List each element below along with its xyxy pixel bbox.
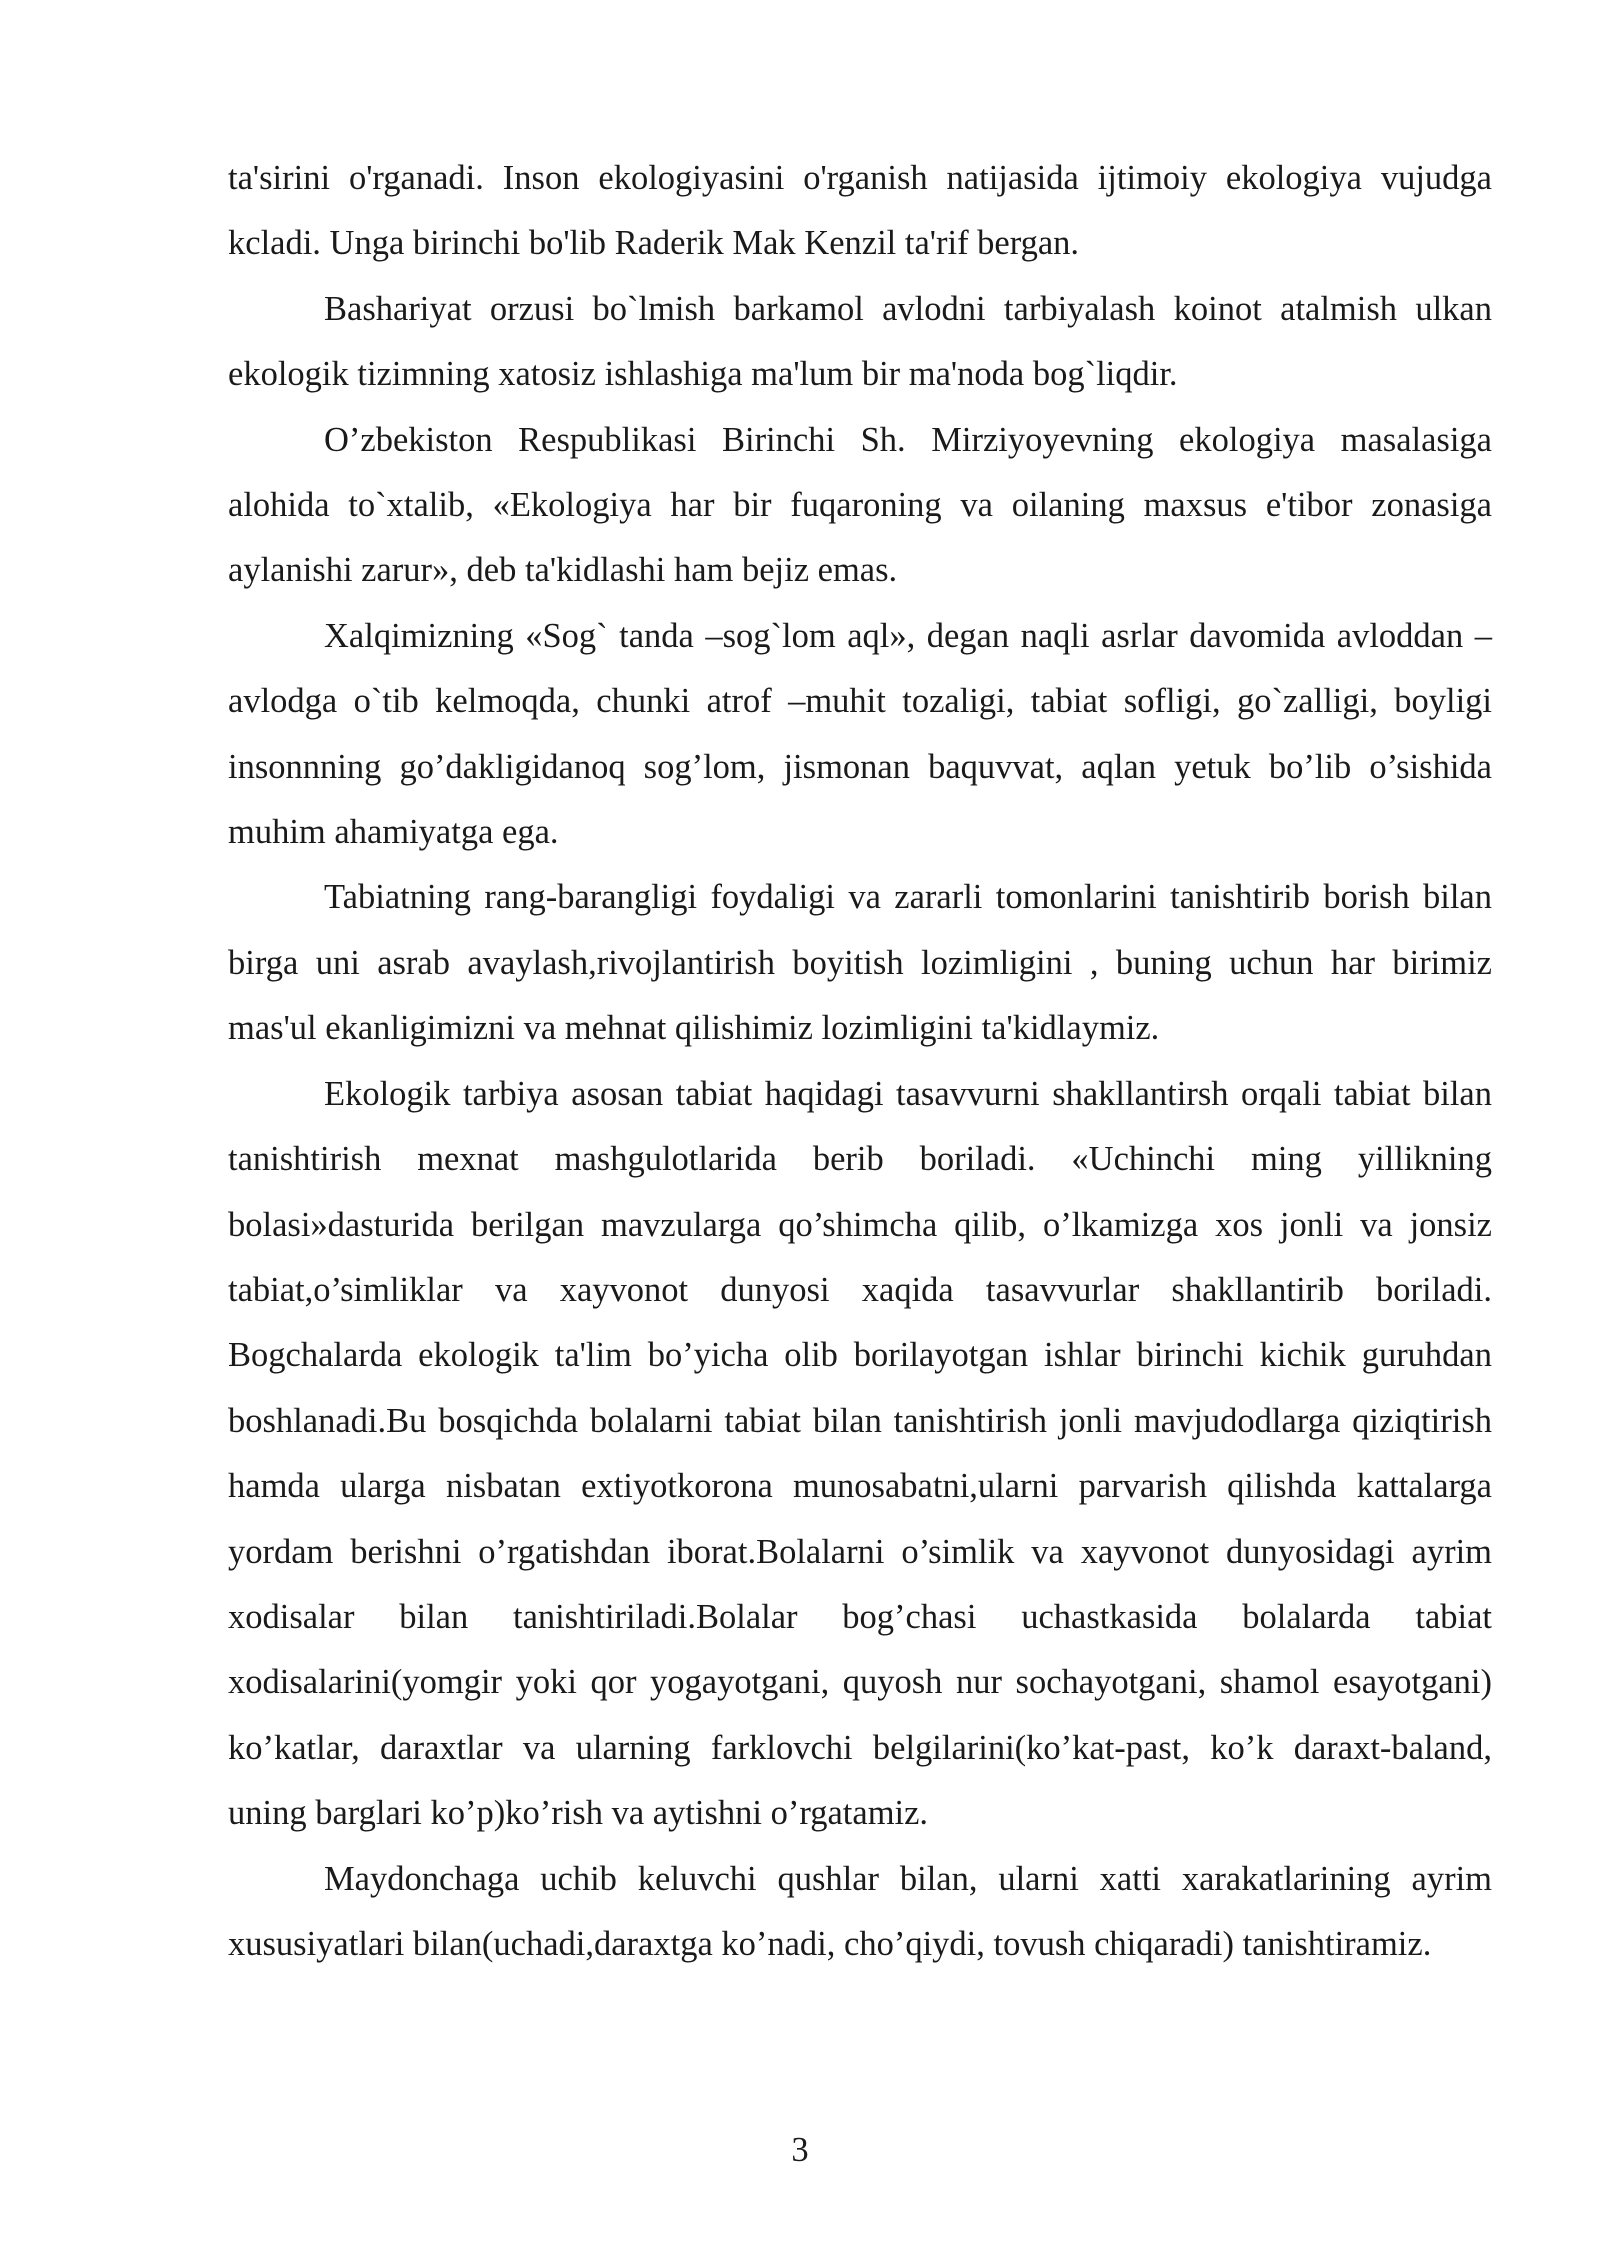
paragraph: Bashariyat orzusi bo`lmish barkamol avlodni tarbiyalash koinot atalmish ulkan ekologik tizimning xatosiz ishlashiga ma'lum bir ma'noda bog`liqdir. bbox=[228, 289, 1492, 394]
paragraph: Xalqimizning «Sog` tanda –sog`lom aql», degan naqli asrlar davomida avloddan –avlodga o`tib kelmoqda, chunki atrof –muhit tozaligi, tabiat sofligi, go`zalligi, boyligi insonnning go’dakligidanoq sog’lom, jismonan baquvvat, aqlan yetuk bo’lib o’sishida muhim ahamiyatga ega. bbox=[228, 616, 1492, 852]
paragraph: Ekologik tarbiya asosan tabiat haqidagi tasavvurni shakllantirsh orqali tabiat bilan tanishtirish mexnat mashgulotlarida berib boriladi. «Uchinchi ming yillikning bolasi»dasturida berilgan mavzularga qo’shimcha qilib, o’lkamizga xos jonli va jonsiz tabiat,o’simliklar va xayvonot dunyosi xaqida tasavvurlar shakllantirib boriladi. Bogchalarda ekologik ta'lim bo’yicha olib borilayotgan ishlar birinchi kichik guruhdan boshlanadi.Bu bosqichda bolalarni tabiat bilan tanishtirish jonli mavjudodlarga qiziqtirish hamda ularga nisbatan extiyotkorona munosabatni,ularni parvarish qilishda kattalarga yordam berishni o’rgatishdan iborat.Bolalarni o’simlik va xayvonot dunyosidagi ayrim xodisalar bilan tanishtiriladi.Bolalar bog’chasi uchastkasida bolalarda tabiat xodisalarini(yomgir yoki qor yogayotgani, quyosh nur sochayotgani, shamol esayotgani) ko’katlar, daraxtlar va ularning farklovchi belgilarini(ko’kat-past, ko’k daraxt-baland, uning barglari ko’p)ko’rish va aytishni o’rgatamiz. bbox=[228, 1074, 1492, 1833]
paragraph: Maydonchaga uchib keluvchi qushlar bilan, ularni xatti xarakatlarining ayrim xususiyatlari bilan(uchadi,daraxtga ko’nadi, cho’qiydi, tovush chiqaradi) tanishtiramiz. bbox=[228, 1859, 1492, 1963]
paragraph-continuation: ta'sirini o'rganadi. Inson ekologiyasini o'rganish natijasida ijtimoiy ekologiya vujudga kcladi. Unga birinchi bo'lib Raderik Mak Kenzil ta'rif bergan. bbox=[228, 159, 1492, 263]
page-body bbox=[228, 146, 1492, 1977]
paragraph: Tabiatning rang-barangligi foydaligi va zararli tomonlarini tanishtirib borish bilan birga uni asrab avaylash,rivojlantirish boyitish lozimligini , buning uchun har birimiz mas'ul ekanligimizni va mehnat qilishimiz lozimligini ta'kidlaymiz. bbox=[228, 878, 1492, 1048]
paragraph: O’zbekiston Respublikasi Birinchi Sh. Mirziyoyevning ekologiya masalasiga alohida to`xtalib, «Ekologiya har bir fuqaroning va oilaning maxsus e'tibor zonasiga aylanishi zarur», deb ta'kidlashi ham bejiz emas. bbox=[228, 420, 1492, 590]
page-number: 3 bbox=[791, 2131, 809, 2169]
